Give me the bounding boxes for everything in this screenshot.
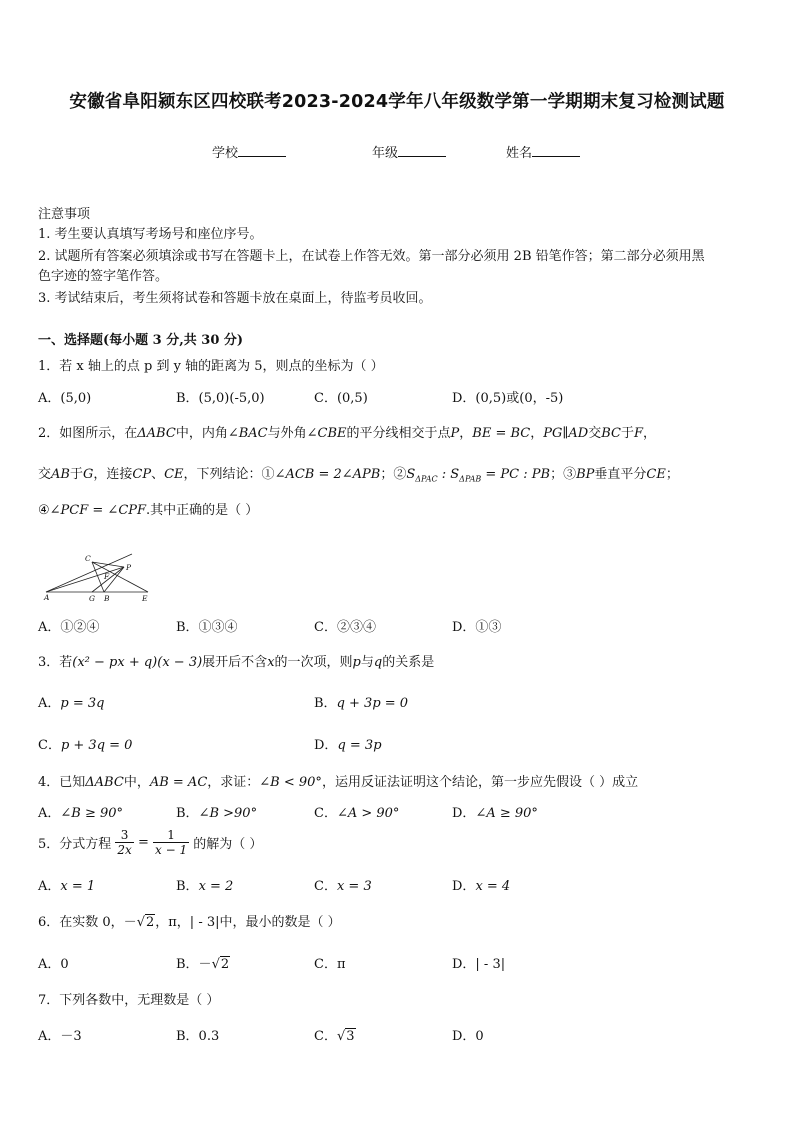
q4-option-a[interactable]: A．∠B ≥ 90° — [38, 806, 124, 821]
q2-stem-line2: 交AB于G，连接CP、CE，下列结论：①∠ACB = 2∠APB；$②S_{\Delta PAC}$ : $S_{\Delta PAB}$ = PC : PB；③BP垂直平分CE； — [38, 467, 679, 484]
label-f: F — [104, 572, 110, 581]
note-2: 2. 试题所有答案必须填涂或书写在答题卡上，在试卷上作答无效。第一部分必须用 2B 铅笔作答；第二部分必须用黑 — [38, 249, 705, 264]
q1-option-b[interactable]: B．(5,0)(-5,0) — [176, 391, 265, 406]
q2-stem-line1: 2．如图所示，在ΔABC中，内角∠BAC与外角∠CBE的平分线相交于点P，BE = BC，PG∥AD交BC于F， — [38, 426, 657, 441]
q5-option-c[interactable]: C．x = 3 — [314, 879, 372, 894]
q7-option-d[interactable]: D．0 — [452, 1029, 484, 1044]
q5-option-a[interactable]: A．x = 1 — [38, 879, 96, 894]
q3-option-c[interactable]: C．p + 3q = 0 — [38, 738, 133, 753]
name-field[interactable]: 姓名 — [506, 142, 580, 161]
q1-option-c[interactable]: C．(0,5) — [314, 391, 368, 406]
q6-option-c[interactable]: C．π — [314, 957, 346, 972]
q6-option-d[interactable]: D．| - 3| — [452, 957, 506, 972]
q5-option-b[interactable]: B．x = 2 — [176, 879, 234, 894]
name-blank[interactable] — [532, 144, 580, 157]
q2-option-c[interactable]: C．②③④ — [314, 620, 376, 635]
q3-option-b[interactable]: B．q + 3p = 0 — [314, 696, 409, 711]
q1-option-d[interactable]: D．(0,5)或(0，-5) — [452, 391, 564, 406]
q6-option-b[interactable]: B．－√2 — [176, 957, 230, 972]
q2-stem-line3: ④∠PCF = ∠CPF.其中正确的是（ ） — [38, 503, 259, 518]
label-e: E — [142, 594, 148, 603]
q2-geometry-figure — [42, 552, 162, 604]
school-field[interactable]: 学校 — [212, 142, 286, 161]
q2-option-a[interactable]: A．①②④ — [38, 620, 100, 635]
q6-option-a[interactable]: A．0 — [38, 957, 69, 972]
q4-option-b[interactable]: B．∠B >90° — [176, 806, 258, 821]
grade-blank[interactable] — [398, 144, 446, 157]
q7-stem: 7．下列各数中，无理数是（ ） — [38, 993, 220, 1008]
grade-field[interactable]: 年级 — [372, 142, 446, 161]
notes-heading: 注意事项 — [38, 207, 91, 222]
q3-option-d[interactable]: D．q = 3p — [314, 738, 382, 753]
page-title: 安徽省阜阳颍东区四校联考2023-2024学年八年级数学第一学期期末复习检测试题 — [69, 92, 725, 112]
q7-option-c[interactable]: C．√3 — [314, 1029, 355, 1044]
q1-stem: 1．若 x 轴上的点 p 到 y 轴的距离为 5，则点的坐标为（ ） — [38, 359, 384, 374]
note-1: 1. 考生要认真填写考场号和座位序号。 — [38, 227, 263, 242]
q7-option-b[interactable]: B．0.3 — [176, 1029, 220, 1044]
label-b: B — [104, 594, 110, 603]
q1-option-a[interactable]: A．(5,0) — [38, 391, 92, 406]
label-g: G — [89, 594, 95, 603]
q3-option-a[interactable]: A．p = 3q — [38, 696, 105, 711]
q2-option-d[interactable]: D．①③ — [452, 620, 502, 635]
q2-option-b[interactable]: B．①③④ — [176, 620, 238, 635]
school-blank[interactable] — [238, 144, 286, 157]
q3-stem: 3．若(x² − px + q)(x − 3)展开后不含x的一次项，则p与q的关系是 — [38, 655, 435, 670]
q5-option-d[interactable]: D．x = 4 — [452, 879, 511, 894]
q4-stem: 4．已知ΔABC中，AB = AC，求证：∠B < 90°，运用反证法证明这个结论，第一步应先假设（ ）成立 — [38, 775, 639, 790]
label-c: C — [85, 554, 91, 563]
fraction-right: $\frac{1}{x - 1}$ — [155, 828, 188, 857]
q6-stem: 6．在实数 0，－√2，π，| - 3|中，最小的数是（ ） — [38, 915, 341, 930]
section-heading: 一、选择题(每小题 3 分,共 30 分) — [38, 333, 244, 348]
note-3: 3. 考试结束后，考生须将试卷和答题卡放在桌面上，待监考员收回。 — [38, 291, 432, 306]
label-a: A — [44, 593, 50, 602]
q5-stem: 5．分式方程 $\frac{3}{2x}$ = $\frac{1}{x - 1}$ 的解为（ ） — [38, 828, 263, 857]
q7-option-a[interactable]: A．－3 — [38, 1029, 82, 1044]
q4-option-d[interactable]: D．∠A ≥ 90° — [452, 806, 538, 821]
note-2-cont: 色字迹的签字笔作答。 — [38, 269, 169, 284]
fraction-left: $\frac{3}{2x}$ — [117, 828, 132, 857]
q4-option-c[interactable]: C．∠A > 90° — [314, 806, 400, 821]
label-p: P — [126, 563, 132, 572]
